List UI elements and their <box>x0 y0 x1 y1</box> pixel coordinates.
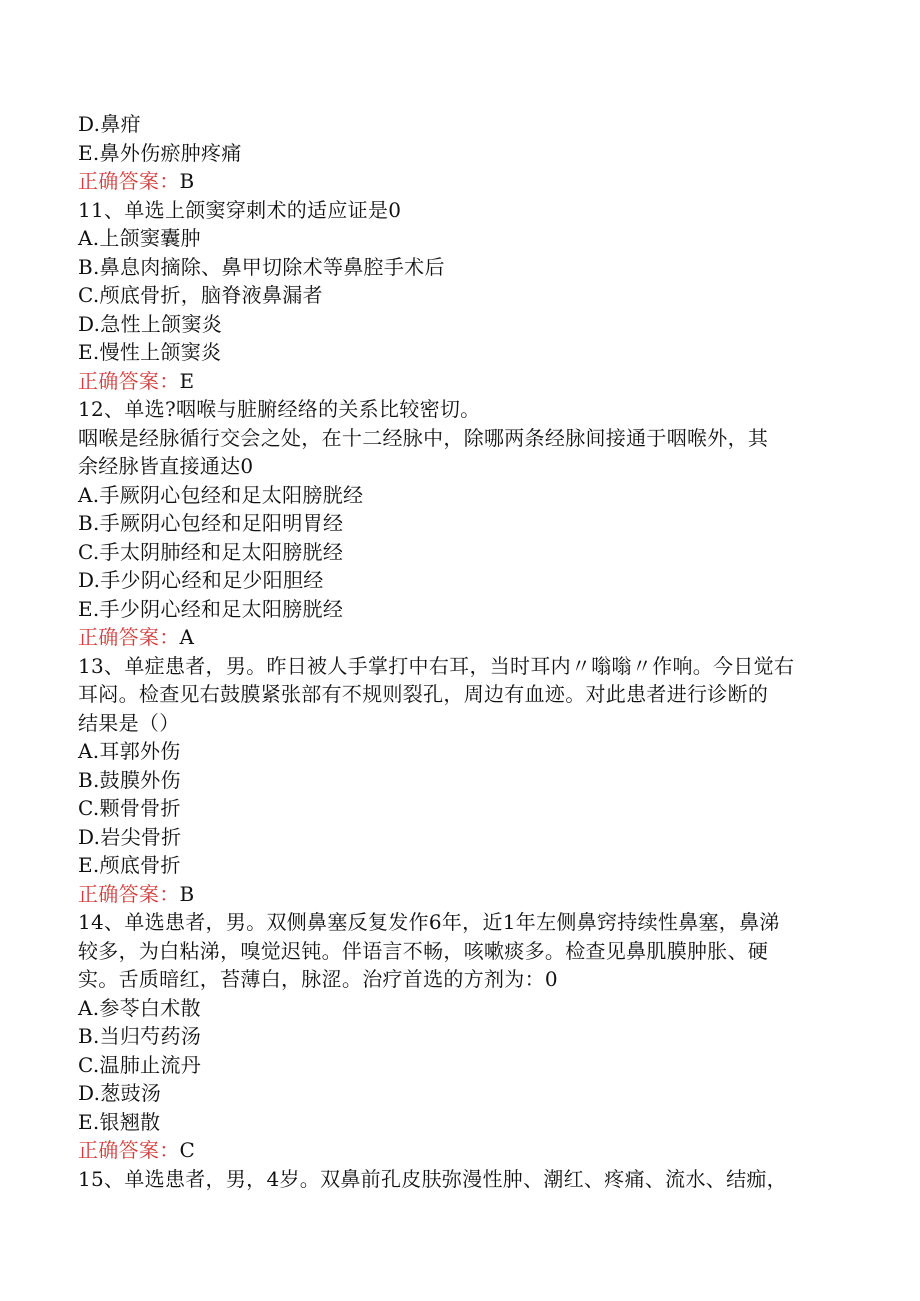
text-line: A.上颌窦囊肿 <box>78 226 201 250</box>
text-line: 11、单选上颌窦穿刺术的适应证是0 <box>78 197 402 222</box>
text-line: C.温肺止流丹 <box>78 1052 202 1077</box>
text-line: E.慢性上颌窦炎 <box>78 340 222 364</box>
text-line: B.当归芍药汤 <box>78 1024 202 1048</box>
text-line: 实。舌质暗红，苔薄白，脉涩。治疗首选的方剂为：0 <box>78 967 558 991</box>
text-line: E.鼻外伤瘀肿疼痛 <box>78 140 242 165</box>
text-line: C.颗骨骨折 <box>78 796 181 820</box>
text-line: E.颅底骨折 <box>78 853 181 877</box>
text-line: 12、单选?咽喉与脏腑经络的关系比较密切。 <box>78 397 481 421</box>
answer-value: B <box>179 169 195 193</box>
text-line: 结果是（） <box>78 710 180 735</box>
answer-label: 正确答案： <box>78 1138 180 1162</box>
text-line: C.颅底骨折，脑脊液鼻漏者 <box>78 283 323 307</box>
answer-label: 正确答案： <box>78 625 180 649</box>
correct-answer-line <box>78 880 858 909</box>
answer-label: 正确答案： <box>78 881 180 906</box>
text-line: B.手厥阴心包经和足阳明胃经 <box>78 511 344 535</box>
correct-answer-line <box>78 367 858 396</box>
text-line: C.手太阴肺经和足太阳膀胱经 <box>78 539 344 564</box>
correct-answer-line <box>78 623 858 652</box>
text-line: D.手少阴心经和足少阳胆经 <box>78 568 324 592</box>
text-line: 余经脉皆直接通达0 <box>78 454 254 478</box>
text-line: A.参苓白术散 <box>78 995 201 1020</box>
document-page <box>78 110 858 1193</box>
text-line: D.急性上颌窦炎 <box>78 311 223 336</box>
text-line: E.手少阴心经和足太阳膀胱经 <box>78 596 344 621</box>
text-line: A.手厥阴心包经和足太阳膀胱经 <box>78 482 364 507</box>
text-line: 13、单症患者，男。昨日被人手掌打中右耳，当时耳内〃嗡嗡〃作响。今日觉右 <box>78 653 795 678</box>
text-line: 咽喉是经脉循行交会之处，在十二经脉中，除哪两条经脉间接通于咽喉外，其 <box>78 425 769 450</box>
text-line: E.银翘散 <box>78 1109 161 1134</box>
correct-answer-line <box>78 1136 858 1165</box>
answer-value: A <box>179 625 195 649</box>
answer-label: 正确答案： <box>78 368 180 393</box>
text-line: A.耳郭外伤 <box>78 739 181 763</box>
answer-value: B <box>179 881 195 906</box>
text-line: D.岩尖骨折 <box>78 824 182 849</box>
text-line: B.鼻息肉摘除、鼻甲切除术等鼻腔手术后 <box>78 254 445 279</box>
text-line: B.鼓膜外伤 <box>78 767 181 792</box>
answer-value: E <box>179 368 195 393</box>
text-line: 14、单选患者，男。双侧鼻塞反复发作6年，近1年左侧鼻窍持续性鼻塞，鼻涕 <box>78 910 780 934</box>
text-line: 较多，为白粘涕，嗅觉迟钝。伴语言不畅，咳嗽痰多。检查见鼻肌膜肿胀、硬 <box>78 938 769 963</box>
answer-label: 正确答案： <box>78 169 180 193</box>
text-line: 15、单选患者，男，4岁。双鼻前孔皮肤弥漫性肿、潮红、疼痛、流水、结痂， <box>78 1166 787 1191</box>
answer-value: C <box>179 1138 196 1162</box>
text-line: D.鼻疳 <box>78 112 141 136</box>
text-line: D.葱豉汤 <box>78 1081 162 1105</box>
correct-answer-line <box>78 167 858 196</box>
text-line: 耳闷。检查见右鼓膜紧张部有不规则裂孔，周边有血迹。对此患者进行诊断的 <box>78 682 769 706</box>
